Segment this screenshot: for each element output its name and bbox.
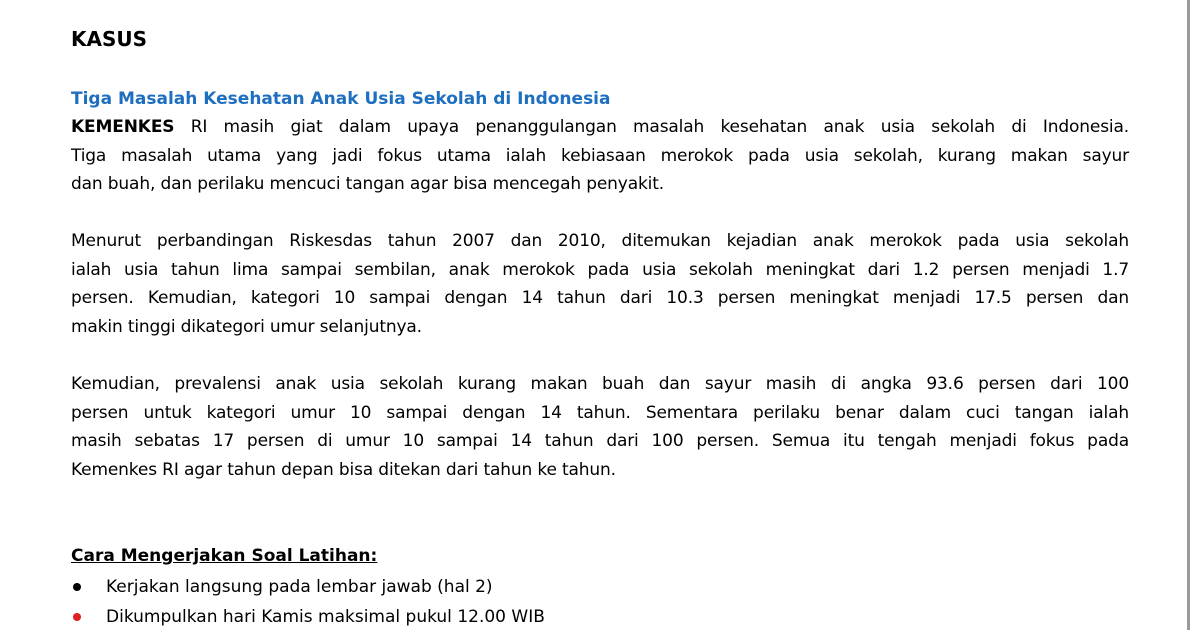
- paragraph-1-lead-bold: KEMENKES: [71, 117, 175, 137]
- paragraph-1-line-1-text: RI masih giat dalam upaya penanggulangan masalah kesehatan anak usia sekolah di Indonesia.: [174, 117, 1129, 137]
- paragraph-1-line-2: Tiga masalah utama yang jadi fokus utama ialah kebiasaan merokok pada usia sekolah, kurang makan sayur: [71, 145, 1129, 166]
- page-edge-divider: [1187, 0, 1190, 630]
- paragraph-3: [71, 370, 1129, 485]
- paragraph-1-line-1: [71, 113, 1129, 142]
- paragraph-2-line-1: Menurut perbandingan Riskesdas tahun 2007 dan 2010, ditemukan kejadian anak merokok pada usia sekolah: [71, 231, 1129, 251]
- bullet-icon: [73, 583, 81, 591]
- paragraph-1: [71, 113, 1129, 199]
- paragraph-3-line-4: Kemenkes RI agar tahun depan bisa ditekan dari tahun ke tahun.: [71, 460, 616, 481]
- paragraph-3-line-1: Kemudian, prevalensi anak usia sekolah kurang makan buah dan sayur masih di angka 93.6 persen dari 100: [71, 374, 1129, 394]
- bullet-icon: [73, 613, 81, 621]
- list-item: [71, 572, 545, 602]
- list-item-text: Dikumpulkan hari Kamis maksimal pukul 12.00 WIB: [106, 607, 545, 627]
- paragraph-3-line-3: masih sebatas 17 persen di umur 10 sampai 14 tahun dari 100 persen. Semua itu tengah menjadi fokus pada: [71, 431, 1129, 452]
- paragraph-2-line-2: ialah usia tahun lima sampai sembilan, anak merokok pada usia sekolah meningkat dari 1.2 persen menjadi 1.7: [71, 259, 1129, 280]
- paragraph-1-line-3: dan buah, dan perilaku mencuci tangan agar bisa mencegah penyakit.: [71, 174, 665, 195]
- list-item-text: Kerjakan langsung pada lembar jawab (hal 2): [106, 577, 493, 597]
- paragraph-2-line-4: makin tinggi dikategori umur selanjutnya.: [71, 317, 422, 338]
- list-item: [71, 602, 545, 632]
- page-heading: KASUS: [71, 27, 148, 51]
- paragraph-2: [71, 227, 1129, 342]
- instructions-list: [71, 572, 545, 632]
- article-title: Tiga Masalah Kesehatan Anak Usia Sekolah di Indonesia: [71, 89, 611, 109]
- paragraph-2-line-3: persen. Kemudian, kategori 10 sampai dengan 14 tahun dari 10.3 persen meningkat menjadi 17.5 persen dan: [71, 288, 1129, 309]
- instructions-title: Cara Mengerjakan Soal Latihan:: [71, 546, 378, 566]
- paragraph-3-line-2: persen untuk kategori umur 10 sampai dengan 14 tahun. Sementara perilaku benar dalam cuci tangan ialah: [71, 402, 1129, 423]
